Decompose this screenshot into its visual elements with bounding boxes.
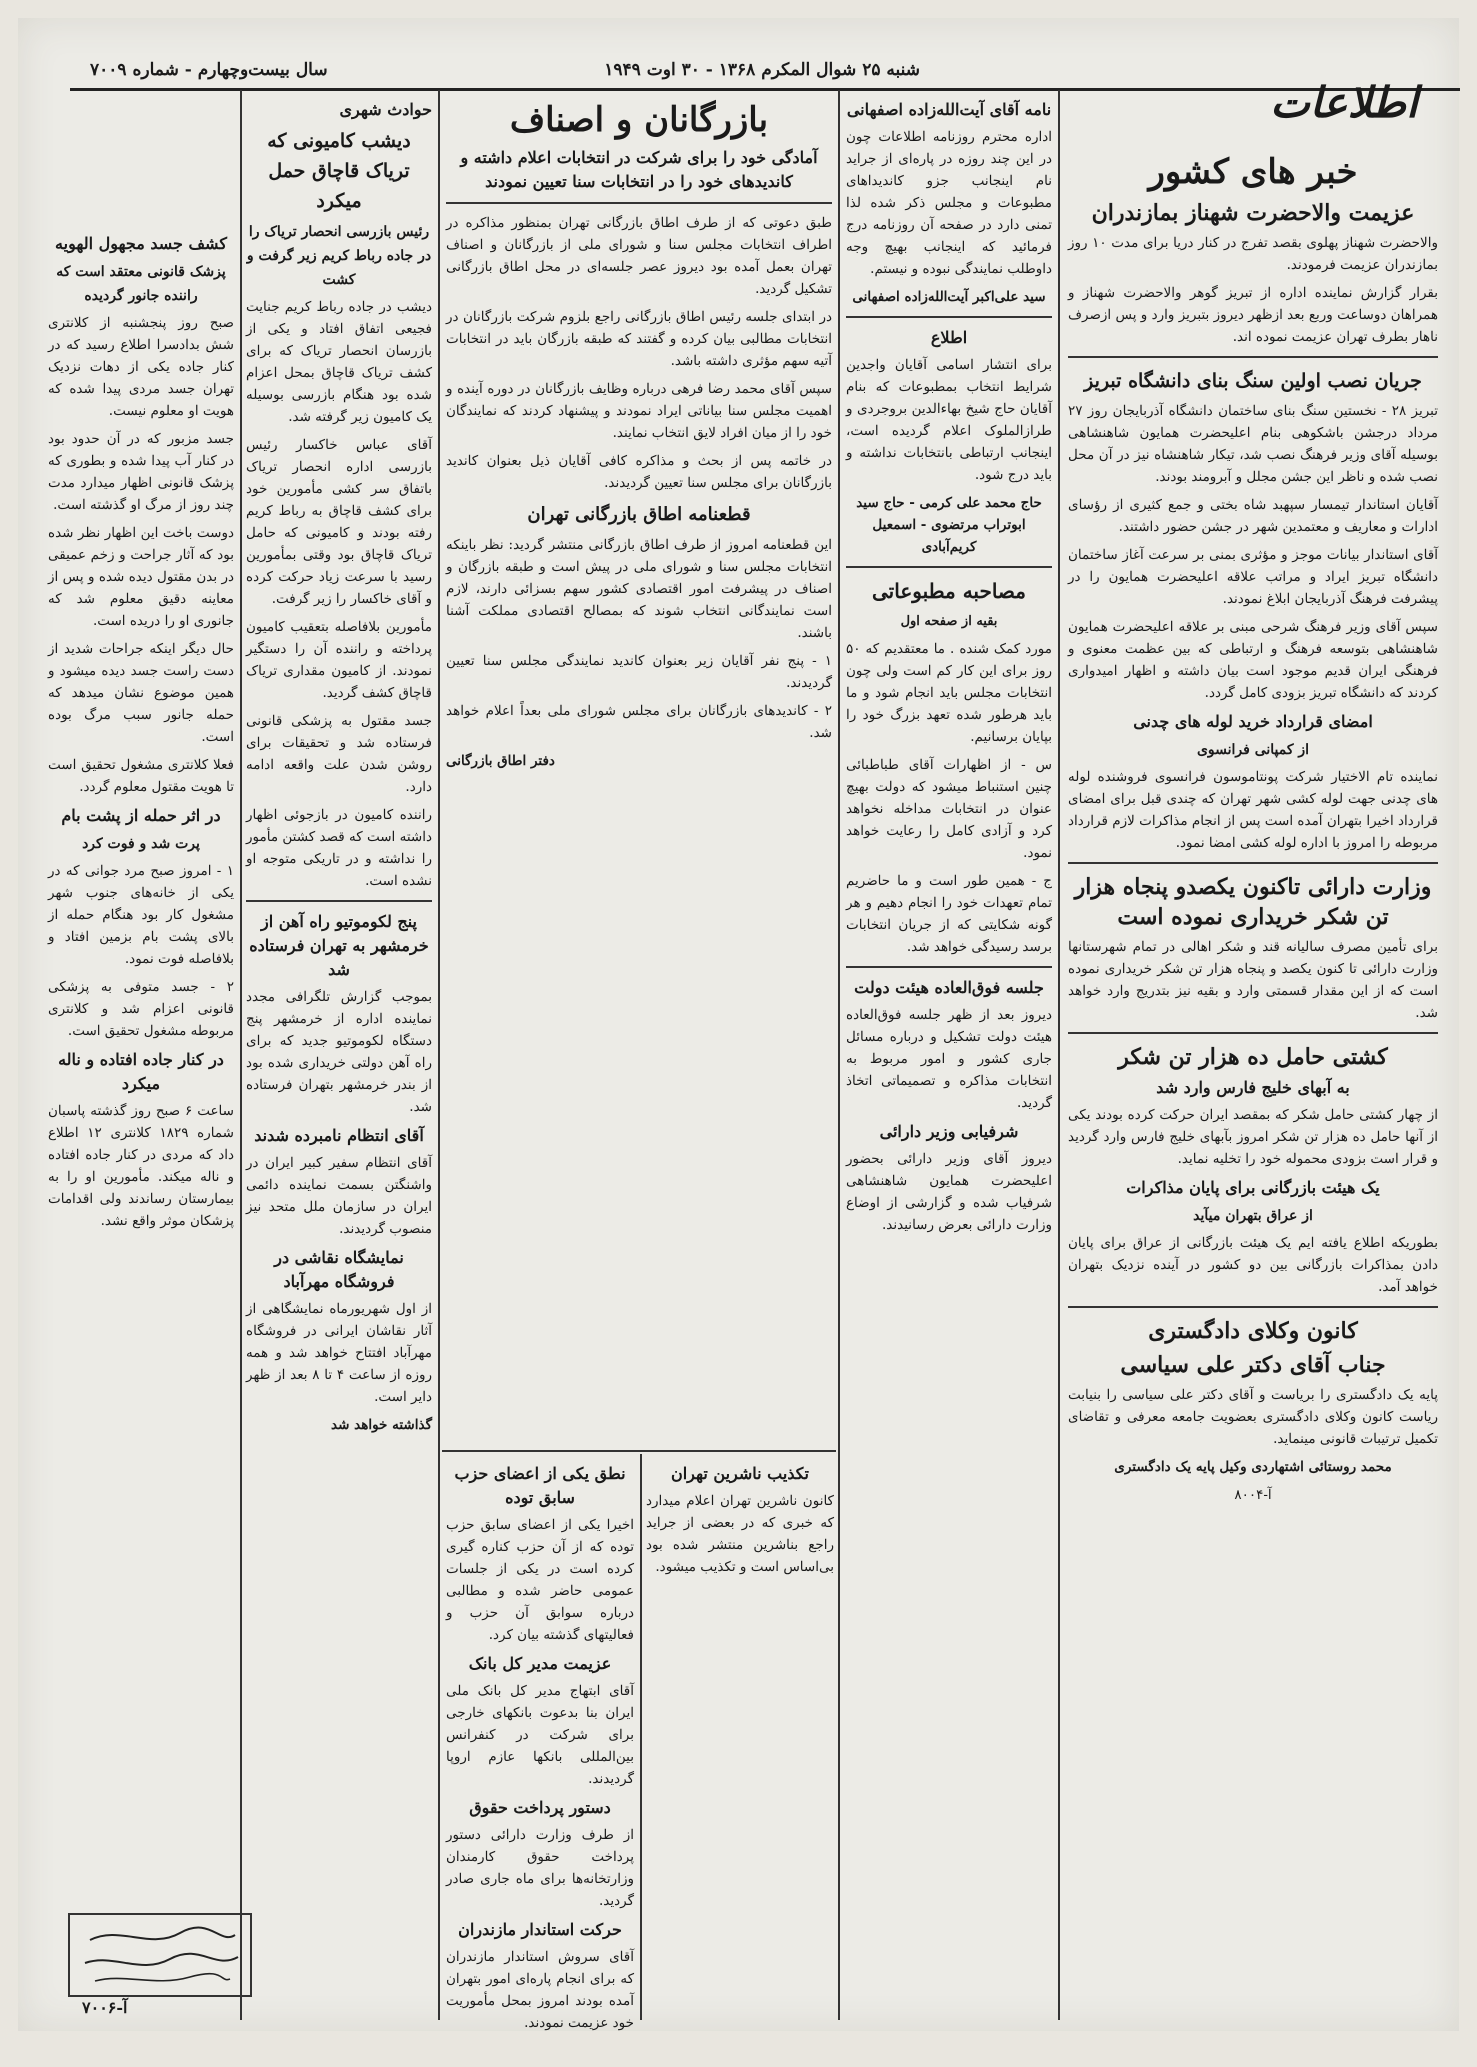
- paragraph: دوست باخت این اظهار نظر شده بود که آثار جراحت و زخم عمیقی در بدن مقتول دیده شده و پس از معاینه دقیق معلوم شد که جانوری او را دریده است.: [48, 525, 234, 629]
- paragraph: دیروز آقای وزیر دارائی بحضور اعلیحضرت همایون شاهنشاهی شرفیاب شده و گزارشی از اوضاع وزارت دارائی بعرض رسانیدند.: [846, 1151, 1052, 1233]
- headline: جریان نصب اولین سنگ بنای دانشگاه تبریز: [1084, 370, 1422, 392]
- headline: بازرگانان و اصناف: [509, 100, 769, 140]
- headline: شرفیابی وزیر دارائی: [879, 1122, 1019, 1141]
- paragraph: بطوریکه اطلاع یافته ایم یک هیئت بازرگانی از عراق برای پایان دادن بمذاکرات بازرگانی بین دو کشور در آینده نزدیک بتهران خواهد آمد.: [1068, 1235, 1438, 1295]
- subheadline: از عراق بتهران میآید: [1193, 1208, 1313, 1224]
- divider: [846, 316, 1052, 318]
- column-rule: [240, 90, 242, 2020]
- ad-title: کانون وکلای دادگستری: [1148, 1318, 1358, 1344]
- column-1: [1068, 146, 1438, 2016]
- headline: مصاحبه مطبوعاتی: [872, 579, 1026, 603]
- headline: امضای قرارداد خرید لوله های چدنی: [1133, 712, 1373, 731]
- headline: نمایشگاه نقاشی در فروشگاه مهرآباد: [274, 1248, 404, 1291]
- paragraph: مورد کمک شنده . ما معتقدیم که ۵۰ روز برای این کار کم است ولی چون انتخابات مجلس باید انجام شود و ما باید هرطور شده تعهد بزرگ خود را بپایان برسانیم.: [846, 641, 1052, 745]
- paragraph: جسد مزبور که در آن حدود بود در کنار آب پیدا شده و بطوری که پزشک قانونی اظهار میدارد مدت چند روز از مرگ او گذشته است.: [48, 431, 234, 513]
- subheadline: پرت شد و فوت کرد: [82, 836, 200, 852]
- subheadline: آمادگی خود را برای شرکت در انتخابات اعلام داشته و کاندیدهای خود را در انتخابات سنا تعیین نمودند: [460, 148, 818, 191]
- headline: یک هیئت بازرگانی برای پایان مذاکرات: [1126, 1178, 1380, 1197]
- column-3-lower-right: [646, 1458, 834, 2018]
- paragraph: فعلا کلانتری مشغول تحقیق است تا هویت مقتول معلوم گردد.: [48, 757, 234, 795]
- paragraph: بموجب گزارش تلگرافی مجدد نماینده اداره از خرمشهر پنج دستگاه لکوموتیو جدید که برای راه آهن دولتی خریداری شده بود از بندر خرمشهر بتهران فرستاده شد.: [246, 989, 432, 1115]
- column-rule: [1058, 90, 1060, 2020]
- paragraph: در ابتدای جلسه رئیس اطاق بازرگانی راجع بلزوم شرکت بازرگانان در انتخابات مطالبی بیان کرده و گفتند که طبقه بازرگان باید در انتخابات آتیه سهم مؤثری داشته باشد.: [446, 309, 832, 369]
- paragraph: در خاتمه پس از بحث و مذاکره کافی آقایان ذیل بعنوان کاندید بازرگانان برای مجلس سنا تعیین گردیدند.: [446, 453, 832, 491]
- column-rule: [438, 90, 440, 2020]
- paragraph: ج - همین طور است و ما حاضریم تمام تعهدات خود را انجام دهیم و هر گونه شکایتی که از جریان انتخابات برسد رسیدگی خواهد شد.: [846, 873, 1052, 955]
- ad-signature: محمد روستائی اشتهاردی وکیل پایه یک دادگستری: [1114, 1459, 1392, 1475]
- divider: [246, 900, 432, 902]
- paragraph: برای تأمین مصرف سالیانه قند و شکر اهالی در تمام شهرستانها وزارت دارائی تا کنون یکصد و پنجاه هزار تن شکر خریداری نموده است که از این مقدار قسمتی وارد و بقیه نیز بتدریج وارد خواهد شد.: [1068, 939, 1438, 1021]
- headline: در اثر حمله از پشت بام: [61, 806, 221, 825]
- divider: [1068, 356, 1438, 358]
- headline: قطعنامه اطاق بازرگانی تهران: [527, 504, 751, 525]
- paragraph: راننده کامیون در بازجوئی اظهار داشته است که قصد کشتن مأمور را نداشته و در تاریکی متوجه او نشده است.: [246, 807, 432, 889]
- paragraph: ۲ - جسد متوفی به پزشکی قانونی اعزام شد و کلانتری مربوطه مشغول تحقیق است.: [48, 979, 234, 1039]
- paragraph: کانون ناشرین تهران اعلام میدارد که خبری که در بعضی از جراید راجع بناشرین منتشر شده بود بی‌اساس است و تکذیب میشود.: [646, 1493, 834, 1575]
- column-4: [246, 94, 432, 2014]
- paragraph: طبق دعوتی که از طرف اطاق بازرگانی تهران بمنظور مذاکره در اطراف انتخابات مجلس سنا و شورای ملی از بازرگانان و اصناف تهران بعمل آمده بود دیروز عصر جلسه‌ای در محل اطاق بازرگانی تشکیل گردید.: [446, 215, 832, 297]
- headline: حرکت استاندار مازندران: [458, 1920, 622, 1939]
- divider: [1068, 1306, 1438, 1308]
- headline: دستور پرداخت حقوق: [469, 1798, 611, 1817]
- lead-paragraph: والاحضرت شهناز پهلوی بقصد تفرج در کنار دریا برای مدت ۱۰ روز بمازندران عزیمت فرمودند.: [1068, 235, 1438, 273]
- paragraph: آقای استاندار بیانات موجز و مؤثری بمنی بر سرعت آغاز ساختمان دانشگاه تبریز ایراد و مراتب علاقه اعلیحضرت همایون را در پیشرفت فرهنگ آذربایجان ابلاغ نمودند.: [1068, 547, 1438, 607]
- column-rule: [838, 90, 840, 2020]
- divider: [1068, 1032, 1438, 1034]
- paragraph: دیروز بعد از ظهر جلسه فوق‌العاده هیئت دولت تشکیل و درباره مسائل جاری کشور و امور مربوط به انتخابات مذاکره و تصمیماتی اتخاذ گردید.: [846, 1007, 1052, 1111]
- paragraph: اداره محترم روزنامه اطلاعات چون در این چند روزه در پاره‌ای از جراید نام اینجانب جزو کاندیداهای مطبوعات و مجلس ذکر شده لذا تمنی دارد در صفحه آن روزنامه درج فرمائید که اینجانب بهیچ وجه داوطلب نمایندگی نبوده و نیستم.: [846, 129, 1052, 277]
- column-3-lower-left: [446, 1458, 634, 2031]
- divider: [846, 966, 1052, 968]
- paragraph: سپس آقای محمد رضا فرهی درباره وظایف بازرگانان در دوره آینده و اهمیت مجلس سنا بیاناتی ایراد نمودند و پیشنهاد کردند که نمایندگان خود را از میان افراد لایق انتخاب نمایند.: [446, 381, 832, 441]
- paragraph: این قطعنامه امروز از طرف اطاق بازرگانی منتشر گردید: نظر باینکه انتخابات مجلس سنا و شورای ملی در پیش است و طبقه بازرگان و اصناف در پیشرفت امور اقتصادی کشور سهم بسزائی دارند، لازم است نمایندگانی انتخاب شوند که بمصالح اقتصادی مملکت آشنا باشند.: [446, 537, 832, 641]
- newspaper-page: [18, 18, 1459, 2031]
- paragraph: ۲ - کاندیدهای بازرگانان برای مجلس شورای ملی بعداً اعلام خواهد شد.: [446, 703, 832, 741]
- paragraph: مأمورین بلافاصله بتعقیب کامیون پرداخته و راننده آن را دستگیر نمودند. از کامیون مقداری تریاک قاچاق کشف گردید.: [246, 619, 432, 701]
- signature-stamp: [68, 1913, 252, 1997]
- subheadline: رئیس بازرسی انحصار تریاک را در جاده رباط کریم زیر گرفت و کشت: [246, 224, 432, 288]
- subheadline: بقیه از صفحه اول: [900, 614, 998, 629]
- paragraph: دیشب در جاده رباط کریم جنایت فجیعی اتفاق افتاد و یکی از بازرسان انحصار تریاک که برای کشف تریاک قاچاق بمحل اعزام شده بود هنگام بازرسی بوسیله یک کامیون زیر گرفته شد.: [246, 299, 432, 425]
- letter-title: نامه آقای آیت‌الله‌زاده اصفهانی: [846, 100, 1052, 119]
- ad-text: پایه یک دادگستری را بریاست و آقای دکتر علی سیاسی را بنیابت ریاست کانون وکلای دادگستری بعضویت جامعه معرفی و تقاضای تکمیل ترتیبات قانونی مینماید.: [1068, 1387, 1438, 1447]
- headline: تکذیب ناشرین تهران: [670, 1464, 810, 1483]
- ad-name: جناب آقای دکتر علی سیاسی: [1120, 1352, 1386, 1378]
- handwritten-signature-image: [70, 1915, 250, 1995]
- paragraph: ۱ - پنج نفر آقایان زیر بعنوان کاندید نمایندگی مجلس سنا تعیین گردیدند.: [446, 653, 832, 691]
- paragraph: س - از اظهارات آقای طباطبائی چنین استنباط میشود که دولت بهیچ عنوان در انتخابات مداخله نخواهد کرد و آزادی کامل را رعایت خواهد نمود.: [846, 757, 1052, 861]
- headline: وزارت دارائی تاکنون یکصدو پنجاه هزار تن شکر خریداری نموده است: [1074, 874, 1432, 930]
- subheadline: به آبهای خلیج فارس وارد شد: [1156, 1078, 1350, 1097]
- paragraph: برای انتشار اسامی آقایان واجدین شرایط انتخاب بمطبوعات که بنام آقایان حاج شیخ بهاء‌الدین بروجردی و طرازالملوک اعلام گردیده است، اینجانب ارتباطی بانتخابات نداشته و باید درج شود.: [846, 357, 1052, 483]
- paragraph: ساعت ۶ صبح روز گذشته پاسبان شماره ۱۸۲۹ کلانتری ۱۲ اطلاع داد که مردی در کنار جاده افتاده و ناله میکند. مأمورین او را به بیمارستان رساندند ولی اقدامات پزشکان موثر واقع نشد.: [48, 1103, 234, 1229]
- divider: [846, 566, 1052, 568]
- divider: [446, 202, 832, 204]
- newspaper-logo: اطلاعات: [1270, 78, 1418, 127]
- date-line: شنبه ۲۵ شوال المکرم ۱۳۶۸ - ۳۰ اوت ۱۹۴۹: [604, 60, 920, 80]
- paragraph: از اول شهریورماه نمایشگاهی از آثار نقاشان ایرانی در فروشگاه مهرآباد افتتاح خواهد شد و همه روزه از ساعت ۴ تا ۸ بعد از ظهر دایر است.: [246, 1301, 433, 1405]
- subheadline: پزشک قانونی معتقد است که راننده جانور گردیده: [56, 264, 226, 304]
- column-rule: [640, 1454, 642, 2020]
- headline: اطلاع: [930, 328, 968, 347]
- subheadline: از کمپانی فرانسوی: [1196, 742, 1310, 758]
- headline: پنج لکوموتیو راه آهن از خرمشهر به تهران فرستاده شد: [249, 912, 429, 979]
- paragraph: صبح روز پنجشنبه از کلانتری شش بدادسرا اطلاع رسید که در کنار جاده یکی از دهات نزدیک تهران جسد مردی پیدا شده که هویت او معلوم نیست.: [48, 315, 234, 419]
- ad-code: آ-۸۰۰۴: [1234, 1487, 1272, 1503]
- paragraph: اخیرا یکی از اعضای سابق حزب توده که از آن حزب کناره گیری کرده است در یکی از جلسات عمومی حاضر شده و مطالبی درباره سوابق آن حزب و فعالیتهای گذشته بیان کرد.: [446, 1517, 634, 1643]
- paragraph: نماینده تام الاختیار شرکت پونتاموسون فرانسوی فروشنده لوله های چدنی جهت لوله کشی شهر تهران که چندی قبل برای امضای قرارداد اخیرا بتهران آمده است پس از انجام مذاکرات لازم قرارداد مربوطه را امروز با اداره لوله کشی امضا نمود.: [1068, 769, 1438, 851]
- paragraph: آقای سروش استاندار مازندران که برای انجام پاره‌ای امور بتهران آمده بودند امروز بمحل مأموریت خود عزیمت نمودند.: [446, 1949, 634, 2031]
- headline: جلسه فوق‌العاده هیئت دولت: [854, 978, 1044, 997]
- paragraph: آقای ابتهاج مدیر کل بانک ملی ایران بنا بدعوت بانکهای خارجی برای شرکت در کنفرانس بین‌المللی بانکها عازم اروپا گردیدند.: [446, 1683, 634, 1787]
- headline: کشتی حامل ده هزار تن شکر: [1118, 1044, 1388, 1070]
- signature: سید علی‌اکبر آیت‌الله‌زاده اصفهانی: [852, 289, 1046, 305]
- divider: [442, 1450, 836, 1452]
- headline: عزیمت مدیر کل بانک: [468, 1654, 612, 1673]
- paragraph: آقایان استاندار تیمسار سپهبد شاه بختی و جمع کثیری از رؤسای ادارات و معاریف و معتمدین شهر در جشن حضور داشتند.: [1068, 497, 1438, 535]
- paragraph: جسد مقتول به پزشکی قانونی فرستاده شد و تحقیقات برای روشن شدن علت واقعه ادامه دارد.: [246, 713, 432, 795]
- paragraph: سپس آقای وزیر فرهنگ شرحی مبنی بر علاقه اعلیحضرت همایون شاهنشاهی بتوسعه فرهنگ و ارتباطی که بین عظمت معنوی و فرهنگی ایران قدیم موجود است بیان داشته و اظهار امیدواری کردند که دانشگاه تبریز بزودی کامل گردد.: [1068, 619, 1438, 701]
- headline: آقای انتظام نامبرده شدند: [254, 1126, 424, 1145]
- paragraph: از چهار کشتی حامل شکر که بمقصد ایران حرکت کرده بودند یکی از آنها حامل ده هزار تن شکر امروز بآبهای خلیج فارس وارد گردید و قرار است بزودی محموله خود را تخلیه نماید.: [1068, 1107, 1438, 1167]
- paragraph: آقای عباس خاکسار رئیس بازرسی اداره انحصار تریاک باتفاق سر کشی مأمورین خود برای کشف قاچاق به رباط کریم رفته بودند و کامیونی که حامل تریاک قاچاق بود وقتی بمأمورین رسید با سرعت زیاد حرکت کرده و آقای خاکسار را زیر گرفت.: [246, 437, 432, 607]
- section-kicker: خبر های کشور: [1148, 152, 1358, 192]
- paragraph: از طرف وزارت دارائی دستور پرداخت حقوق کارمندان وزارتخانه‌ها برای ماه جاری صادر گردید.: [446, 1827, 634, 1909]
- paragraph: آقای انتظام سفیر کبیر ایران در واشنگتن بسمت نماینده دائمی ایران در سازمان ملل متحد نیز منصوب گردیدند.: [246, 1155, 432, 1237]
- paragraph: حال دیگر اینکه جراحات شدید از دست راست جسد دیده میشود و همین موضوع نشان میدهد که حمله جانور سبب مرگ بوده است.: [48, 641, 234, 745]
- headline: نطق یکی از اعضای حزب سابق توده: [454, 1464, 626, 1507]
- paragraph: بقرار گزارش نماینده اداره از تبریز گوهر والاحضرت شهناز و همراهان دوساعت وربع بعد ازظهر دیروز بتبریز وارد و پس ازصرف ناهار بطرف تهران عزیمت نموده اند.: [1068, 285, 1438, 345]
- ad-code: آ-۷۰۰۶: [82, 1998, 128, 2017]
- divider: [1068, 862, 1438, 864]
- column-2: [846, 94, 1052, 2014]
- paragraph: ۱ - امروز صبح مرد جوانی که در یکی از خانه‌های جنوب شهر مشغول کار بود هنگام حمله از بالای پشت بام بزمین افتاد و بلافاصله فوت نمود.: [48, 863, 234, 967]
- signature: حاج محمد علی کرمی - حاج سید ابوتراب مرتضوی - اسمعیل کریم‌آبادی: [856, 495, 1042, 555]
- column-3: [446, 94, 832, 1434]
- headline: دیشب کامیونی که تریاک قاچاق حمل میکرد: [267, 130, 411, 212]
- issue-line: سال بیست‌وچهارم - شماره ۷۰۰۹: [90, 60, 328, 80]
- paragraph: گذاشته خواهد شد: [331, 1417, 432, 1433]
- paragraph: تبریز ۲۸ - نخستین سنگ بنای ساختمان دانشگاه آذربایجان روز ۲۷ مرداد درجشن باشکوهی بنام اعلیحضرت همایون شاهنشاهی بوسیله آقای وزیر فرهنگ نصب شد، تیکار شاهنشاه نیز در آن محل نصب شده و ناظر این جشن مجلل و آبرومند بودند.: [1068, 403, 1438, 485]
- section-label: حوادث شهری: [339, 100, 432, 119]
- column-5: [48, 228, 234, 1908]
- headline: عزیمت والاحضرت شهناز بمازندران: [1091, 200, 1415, 226]
- headline: کشف جسد مجهول الهویه: [55, 234, 227, 253]
- signature: دفتر اطاق بازرگانی: [446, 753, 555, 769]
- headline: در کنار جاده افتاده و ناله میکرد: [58, 1050, 224, 1093]
